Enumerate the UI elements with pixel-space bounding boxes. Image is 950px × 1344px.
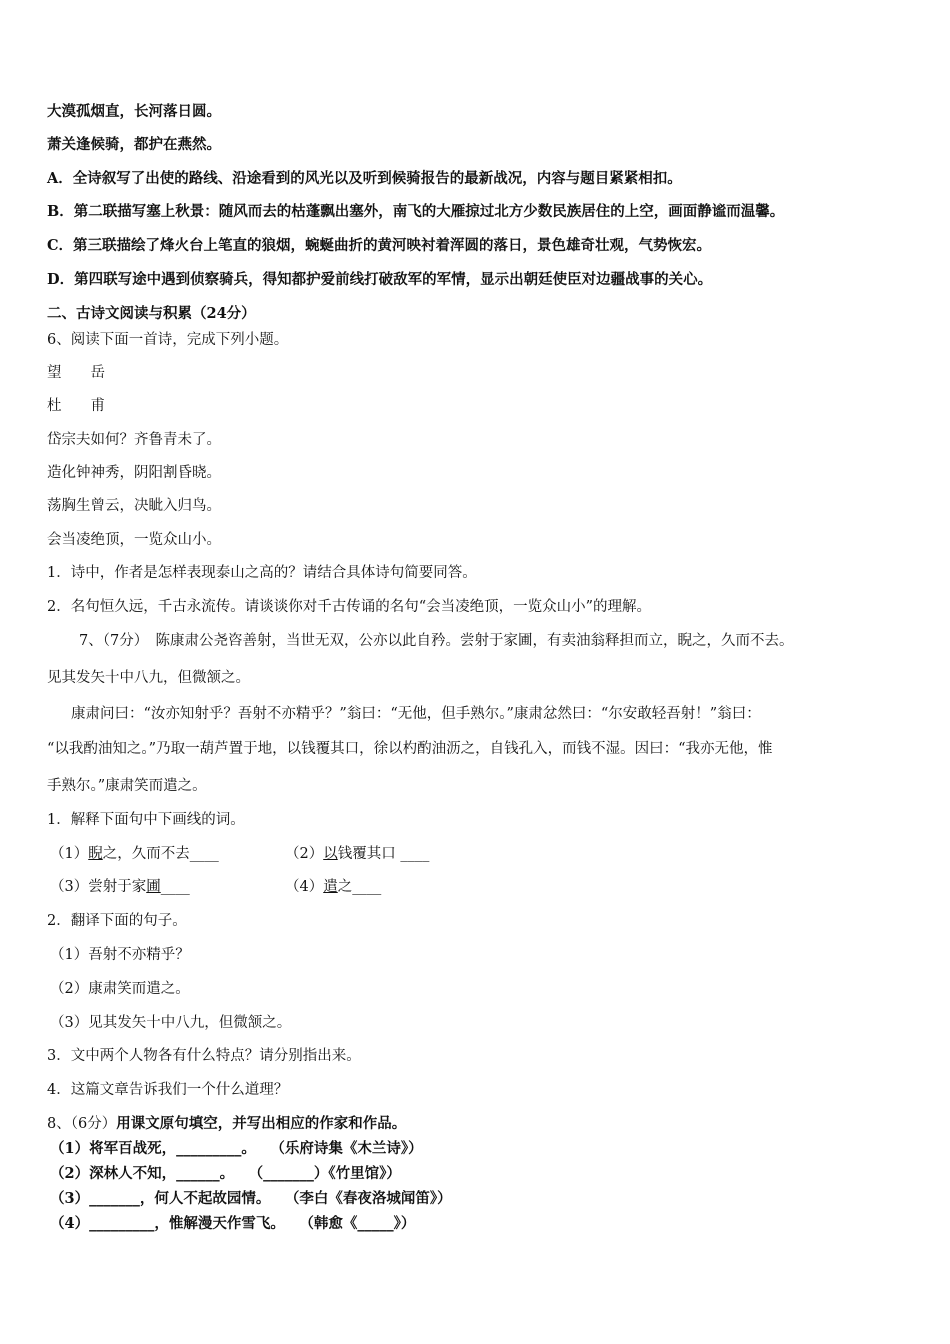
q7-sub3: 3．文中两个人物各有什么特点？请分别指出来。	[47, 1048, 361, 1064]
underlined-word: 圃	[146, 879, 161, 895]
q6-sub2: 2．名句恒久远，千古永流传。请谈谈你对千古传诵的名句“会当凌绝顶，一览众山小”的理解。	[47, 599, 652, 615]
poem-author: 杜 甫	[47, 398, 105, 414]
word-item: （4）遣之____	[285, 879, 382, 895]
word-item: （2）以钱覆其口 ____	[285, 846, 430, 862]
q7-para: 康肃问曰：“汝亦知射乎？吾射不亦精乎？”翁曰：“无他，但手熟尔。”康肃忿然曰：“尔安敢轻吾射！”翁曰：	[71, 706, 761, 722]
translate-item: （1）吾射不亦精乎？	[50, 947, 190, 963]
q7-para: “以我酌油知之。”乃取一葫芦置于地，以钱覆其口，徐以杓酌油沥之，自钱孔入，而钱不湿。因曰：“我亦无他，惟	[47, 741, 773, 757]
option-d: D．第四联写途中遇到侦察骑兵，得知都护爱前线打破敌军的军情，显示出朝廷使臣对边疆战事的关心。	[47, 271, 713, 288]
poem-line: 荡胸生曾云，决眦入归鸟。	[47, 498, 221, 514]
poem-line: 造化钟神秀，阴阳割昏晓。	[47, 465, 221, 481]
option-b: B．第二联描写塞上秋景：随风而去的枯蓬飘出塞外，南飞的大雁掠过北方少数民族居住的上空，画面静谧而温馨。	[47, 203, 785, 220]
fill-item: （3）_______，何人不起故园情。 （李白《春夜洛城闻笛》）	[50, 1190, 452, 1207]
translate-item: （2）康肃笑而遣之。	[50, 981, 190, 997]
word-item: （3）尝射于家圃____	[50, 879, 190, 895]
q6-intro: 6、阅读下面一首诗，完成下列小题。	[47, 332, 289, 348]
q7-sub4: 4．这篇文章告诉我们一个什么道理？	[47, 1082, 289, 1098]
option-c: C．第三联描绘了烽火台上笔直的狼烟，蜿蜒曲折的黄河映衬着浑圆的落日，景色雄奇壮观，气势恢宏。	[47, 237, 712, 254]
poem-line: 大漠孤烟直，长河落日圆。	[47, 103, 221, 120]
section-heading: 二、古诗文阅读与积累（24分）	[47, 305, 256, 322]
q6-sub1: 1．诗中，作者是怎样表现泰山之高的？请结合具体诗句简要同答。	[47, 565, 477, 581]
fill-item: （1）将军百战死，_________。 （乐府诗集《木兰诗》）	[50, 1140, 423, 1157]
option-a: A．全诗叙写了出使的路线、沿途看到的风光以及听到候骑报告的最新战况，内容与题目紧紧相扣。	[47, 170, 682, 187]
q7-para: 7、（7分） 陈康肃公尧咨善射，当世无双，公亦以此自矜。尝射于家圃，有卖油翁释担而立，睨之，久而不去。	[79, 633, 794, 649]
underlined-word: 遣	[323, 879, 338, 895]
underlined-word: 以	[323, 846, 338, 862]
q7-sub2: 2．翻译下面的句子。	[47, 913, 187, 929]
word-item: （1）睨之，久而不去____	[50, 846, 219, 862]
fill-item: （2）深林人不知，______。 （_______）《竹里馆》）	[50, 1165, 401, 1182]
q8-header: 8、（6分）用课文原句填空，并写出相应的作家和作品。	[47, 1115, 407, 1132]
translate-item: （3）见其发矢十中八九，但微颔之。	[50, 1015, 292, 1031]
q7-para: 见其发矢十中八九，但微颔之。	[47, 670, 250, 686]
poem-line: 岱宗夫如何？齐鲁青未了。	[47, 432, 221, 448]
poem-line: 会当凌绝顶，一览众山小。	[47, 532, 221, 548]
poem-line: 萧关逢候骑，都护在燕然。	[47, 136, 221, 153]
q7-para: 手熟尔。”康肃笑而遣之。	[47, 778, 207, 794]
poem-title: 望 岳	[47, 365, 105, 381]
underlined-word: 睨	[88, 846, 103, 862]
q7-sub1: 1．解释下面句中下画线的词。	[47, 812, 245, 828]
fill-item: （4）_________，惟解漫天作雪飞。 （韩愈《_____》）	[50, 1215, 416, 1232]
